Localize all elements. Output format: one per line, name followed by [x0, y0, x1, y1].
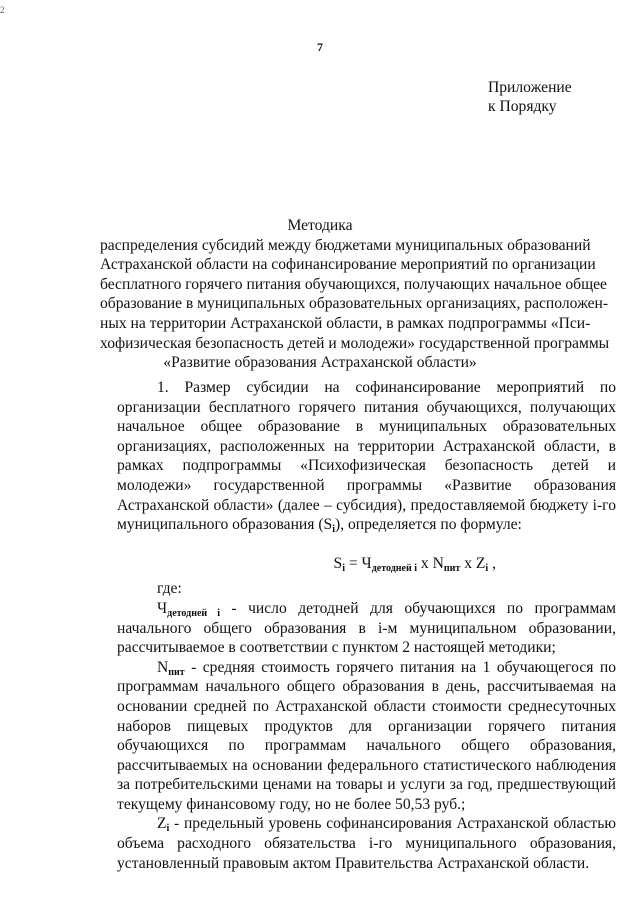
document-body — [117, 378, 616, 873]
appendix-line-2: к Порядку — [488, 98, 557, 115]
appendix-line-1: Приложение — [488, 79, 572, 96]
definition-ch — [117, 599, 616, 658]
definition-z — [117, 814, 616, 873]
definition-ch-sub: детодней i — [167, 607, 220, 619]
formula — [117, 554, 616, 574]
paragraph-1-subscript: i — [332, 524, 335, 536]
formula-z-sub: i — [485, 562, 489, 574]
definition-ch-symbol: Ч — [157, 599, 168, 617]
formula-s-sub: i — [342, 562, 345, 574]
title-line: хофизическая безопасность детей и молодежи» государственной программы — [100, 334, 610, 352]
definition-n-text: - средняя стоимость горячего питания на 1 обучающегося по программам начального общего образования в день, рассчитываемая на основании средней по Астраханской области стоимости среднесуточных наборов пищевых продуктов для организации горячего питания обучающихся по программам начального общего образования, рассчитываемых на основании федерального статистического наблюдения за потребительскими ценами на товары и услуги за год, предшествующий текущему финансовому году, но не более 50,53 руб.; — [117, 658, 616, 813]
definition-z-text: - предельный уровень софинансирования Астраханской областью объема расходного обязательства i-го муниципального образования, установленный правовым актом Правительства Астраханской области. — [117, 815, 616, 872]
definition-n-sub: пит — [168, 666, 185, 678]
title-line: «Развитие образования Астраханской области» — [163, 354, 477, 372]
formula-s: S — [333, 554, 343, 572]
title-line: распределения субсидий между бюджетами муниципальных образований — [100, 236, 591, 254]
where-label: где: — [157, 580, 182, 598]
title-line: Методика — [287, 217, 353, 234]
page-number: 7 — [317, 40, 323, 54]
title-line: ных на территории Астраханской области, в рамках подпрограммы «Пси- — [100, 314, 591, 332]
definition-ch-text: - число детодней для обучающихся по программам начального общего образования в i-м муниципальном образовании, рассчитываемое в соответствии с пунктом 2 настоящей методики; — [117, 599, 616, 657]
margin-mark: 2 — [0, 5, 5, 15]
appendix-header — [488, 78, 572, 116]
definition-n-symbol: N — [157, 658, 169, 676]
paragraph-1 — [117, 378, 616, 535]
formula-end: , — [488, 554, 496, 572]
formula-x1: x N — [417, 554, 444, 572]
formula-ch-sub: детодней i — [371, 562, 417, 574]
definition-z-sub: i — [166, 823, 170, 835]
title-line: Астраханской области на софинансирование мероприятий по организации — [100, 256, 596, 274]
definition-z-symbol: Z — [157, 815, 167, 833]
title-line: бесплатного горячего питания обучающихся, получающих начальное общее — [100, 275, 607, 293]
definition-n — [117, 658, 616, 815]
document-title — [100, 216, 610, 373]
formula-x2: x Z — [460, 554, 486, 572]
paragraph-1-text: 1. Размер субсидии на софинансирование мероприятий по организации бесплатного горячего питания обучающихся, получающих начальное общее образование в муниципальных образовательных организациях, расположенных на территории Астраханской области, в рамках подпрограммы «Психофизическая безопасность детей и молодежи» государственной программы «Развитие образования Астраханской области» (далее – субсидия), предоставляемой бюджету i-го муниципального образования (S — [117, 379, 616, 534]
title-line: образование в муниципальных образовательных организациях, расположен- — [100, 295, 609, 313]
formula-eq: = Ч — [344, 554, 372, 572]
formula-n-sub: пит — [443, 562, 461, 574]
paragraph-1-end: ), определяется по формуле: — [335, 516, 522, 534]
